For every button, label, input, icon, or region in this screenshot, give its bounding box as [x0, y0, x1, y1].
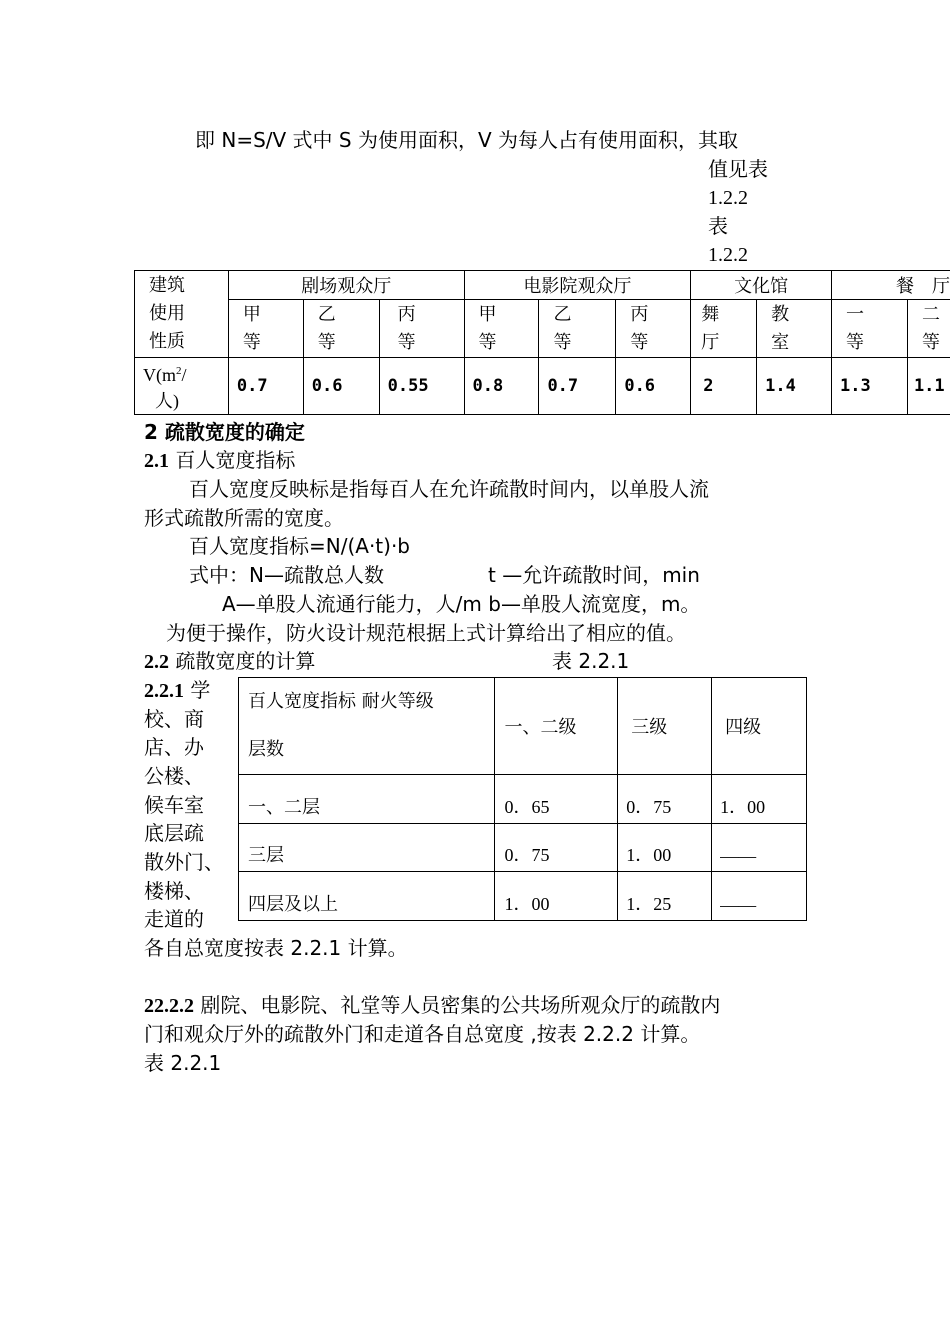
- header-corner: 百人宽度指标 耐火等级 层数: [239, 678, 495, 775]
- table-cell: 1．00: [495, 872, 618, 921]
- subsection-2-2: 2.2 疏散宽度的计算: [144, 649, 316, 673]
- wrapped-line: 公楼、: [144, 764, 204, 788]
- sub-theater-c: 丙 等: [379, 300, 464, 358]
- sub-classroom: 教 室: [757, 300, 832, 358]
- table-2-2-1: [238, 677, 807, 921]
- table-cell: 0．75: [618, 775, 712, 824]
- intro-line-2: 值见表: [708, 157, 768, 181]
- value-cell: 0.55: [379, 358, 464, 415]
- paragraph-line: 百人宽度反映标是指每百人在允许疏散时间内，以单股人流: [189, 477, 709, 501]
- group-restaurant: 餐 厅: [832, 271, 950, 300]
- sub-cinema-c: 丙 等: [616, 300, 691, 358]
- paragraph-line: 形式疏散所需的宽度。: [144, 506, 344, 530]
- value-cell: 1.4: [757, 358, 832, 415]
- wrapped-line: 散外门、: [144, 850, 224, 874]
- value-cell: 2: [691, 358, 757, 415]
- table-cell: ——: [712, 824, 807, 872]
- group-theater: 剧场观众厅: [228, 271, 464, 300]
- intro-line-5: 1.2.2: [708, 244, 748, 266]
- wrapped-line: 店、办: [144, 735, 204, 759]
- note-line: 为便于操作，防火设计规范根据上式计算给出了相应的值。: [166, 621, 686, 645]
- table-1-2-2: [134, 270, 950, 415]
- value-cell: 0.7: [539, 358, 616, 415]
- sub-dance-hall: 舞 厅: [691, 300, 757, 358]
- wrapped-line: 候车室: [144, 793, 204, 817]
- sub-theater-a: 甲 等: [228, 300, 303, 358]
- table-cell: 1．25: [618, 872, 712, 921]
- row-label: 三层: [239, 824, 495, 872]
- table-caption: 表 2.2.1: [552, 649, 630, 673]
- group-cinema: 电影院观众厅: [464, 271, 691, 300]
- row-label: 四层及以上: [239, 872, 495, 921]
- section-heading: 2 疏散宽度的确定: [144, 420, 305, 444]
- col-header: 一、二级: [495, 678, 618, 775]
- wrapped-line: 走道的: [144, 907, 204, 931]
- row-label-v: $V(m^2/$ 人): [135, 358, 229, 415]
- value-cell: 1.1: [907, 358, 950, 415]
- row-label: 一、二层: [239, 775, 495, 824]
- table-cell: ——: [712, 872, 807, 921]
- table-cell: 0．75: [495, 824, 618, 872]
- value-cell: 0.7: [228, 358, 303, 415]
- table-cell: 1．00: [712, 775, 807, 824]
- where-line-2: A—单股人流通行能力，人/m b—单股人流宽度，m。: [222, 592, 701, 616]
- final-caption: 表 2.2.1: [144, 1051, 222, 1075]
- where-line-1b: t —允许疏散时间，min: [488, 563, 700, 587]
- sub-restaurant-1: 一 等: [832, 300, 908, 358]
- sub-theater-b: 乙 等: [303, 300, 379, 358]
- wrapped-line: 校、商: [144, 707, 204, 731]
- intro-line-3: 1.2.2: [708, 187, 748, 209]
- value-cell: 0.6: [303, 358, 379, 415]
- group-culture-hall: 文化馆: [691, 271, 832, 300]
- table-cell: 1．00: [618, 824, 712, 872]
- sub-restaurant-2: 二 等: [907, 300, 950, 358]
- value-cell: 0.6: [616, 358, 691, 415]
- table-cell: 0．65: [495, 775, 618, 824]
- intro-line-1: 即 N=S/V 式中 S 为使用面积，V 为每人占有使用面积，其取: [195, 128, 738, 152]
- sub-cinema-a: 甲 等: [464, 300, 539, 358]
- where-line-1: 式中：N—疏散总人数: [189, 563, 384, 587]
- col-header: 三级: [618, 678, 712, 775]
- value-cell: 0.8: [464, 358, 539, 415]
- formula: 百人宽度指标=N/(A·t)·b: [189, 534, 410, 558]
- wrapped-line: 各自总宽度按表 2.2.1 计算。: [144, 936, 408, 960]
- subsection-2-2-1: 2.2.1 学: [144, 678, 211, 702]
- subsection-2-1: 2.1 百人宽度指标: [144, 448, 296, 472]
- col-header: 四级: [712, 678, 807, 775]
- wrapped-line: 楼梯、: [144, 879, 204, 903]
- intro-line-4: 表: [708, 214, 728, 238]
- wrapped-line: 底层疏: [144, 821, 204, 845]
- header-nature: 建筑 使用 性质: [135, 271, 229, 358]
- paragraph-line: 门和观众厅外的疏散外门和走道各自总宽度 ,按表 2.2.2 计算。: [144, 1022, 701, 1046]
- subsection-2-2-2: 22.2.2 剧院、电影院、礼堂等人员密集的公共场所观众厅的疏散内: [144, 993, 721, 1017]
- sub-cinema-b: 乙 等: [539, 300, 616, 358]
- value-cell: 1.3: [832, 358, 908, 415]
